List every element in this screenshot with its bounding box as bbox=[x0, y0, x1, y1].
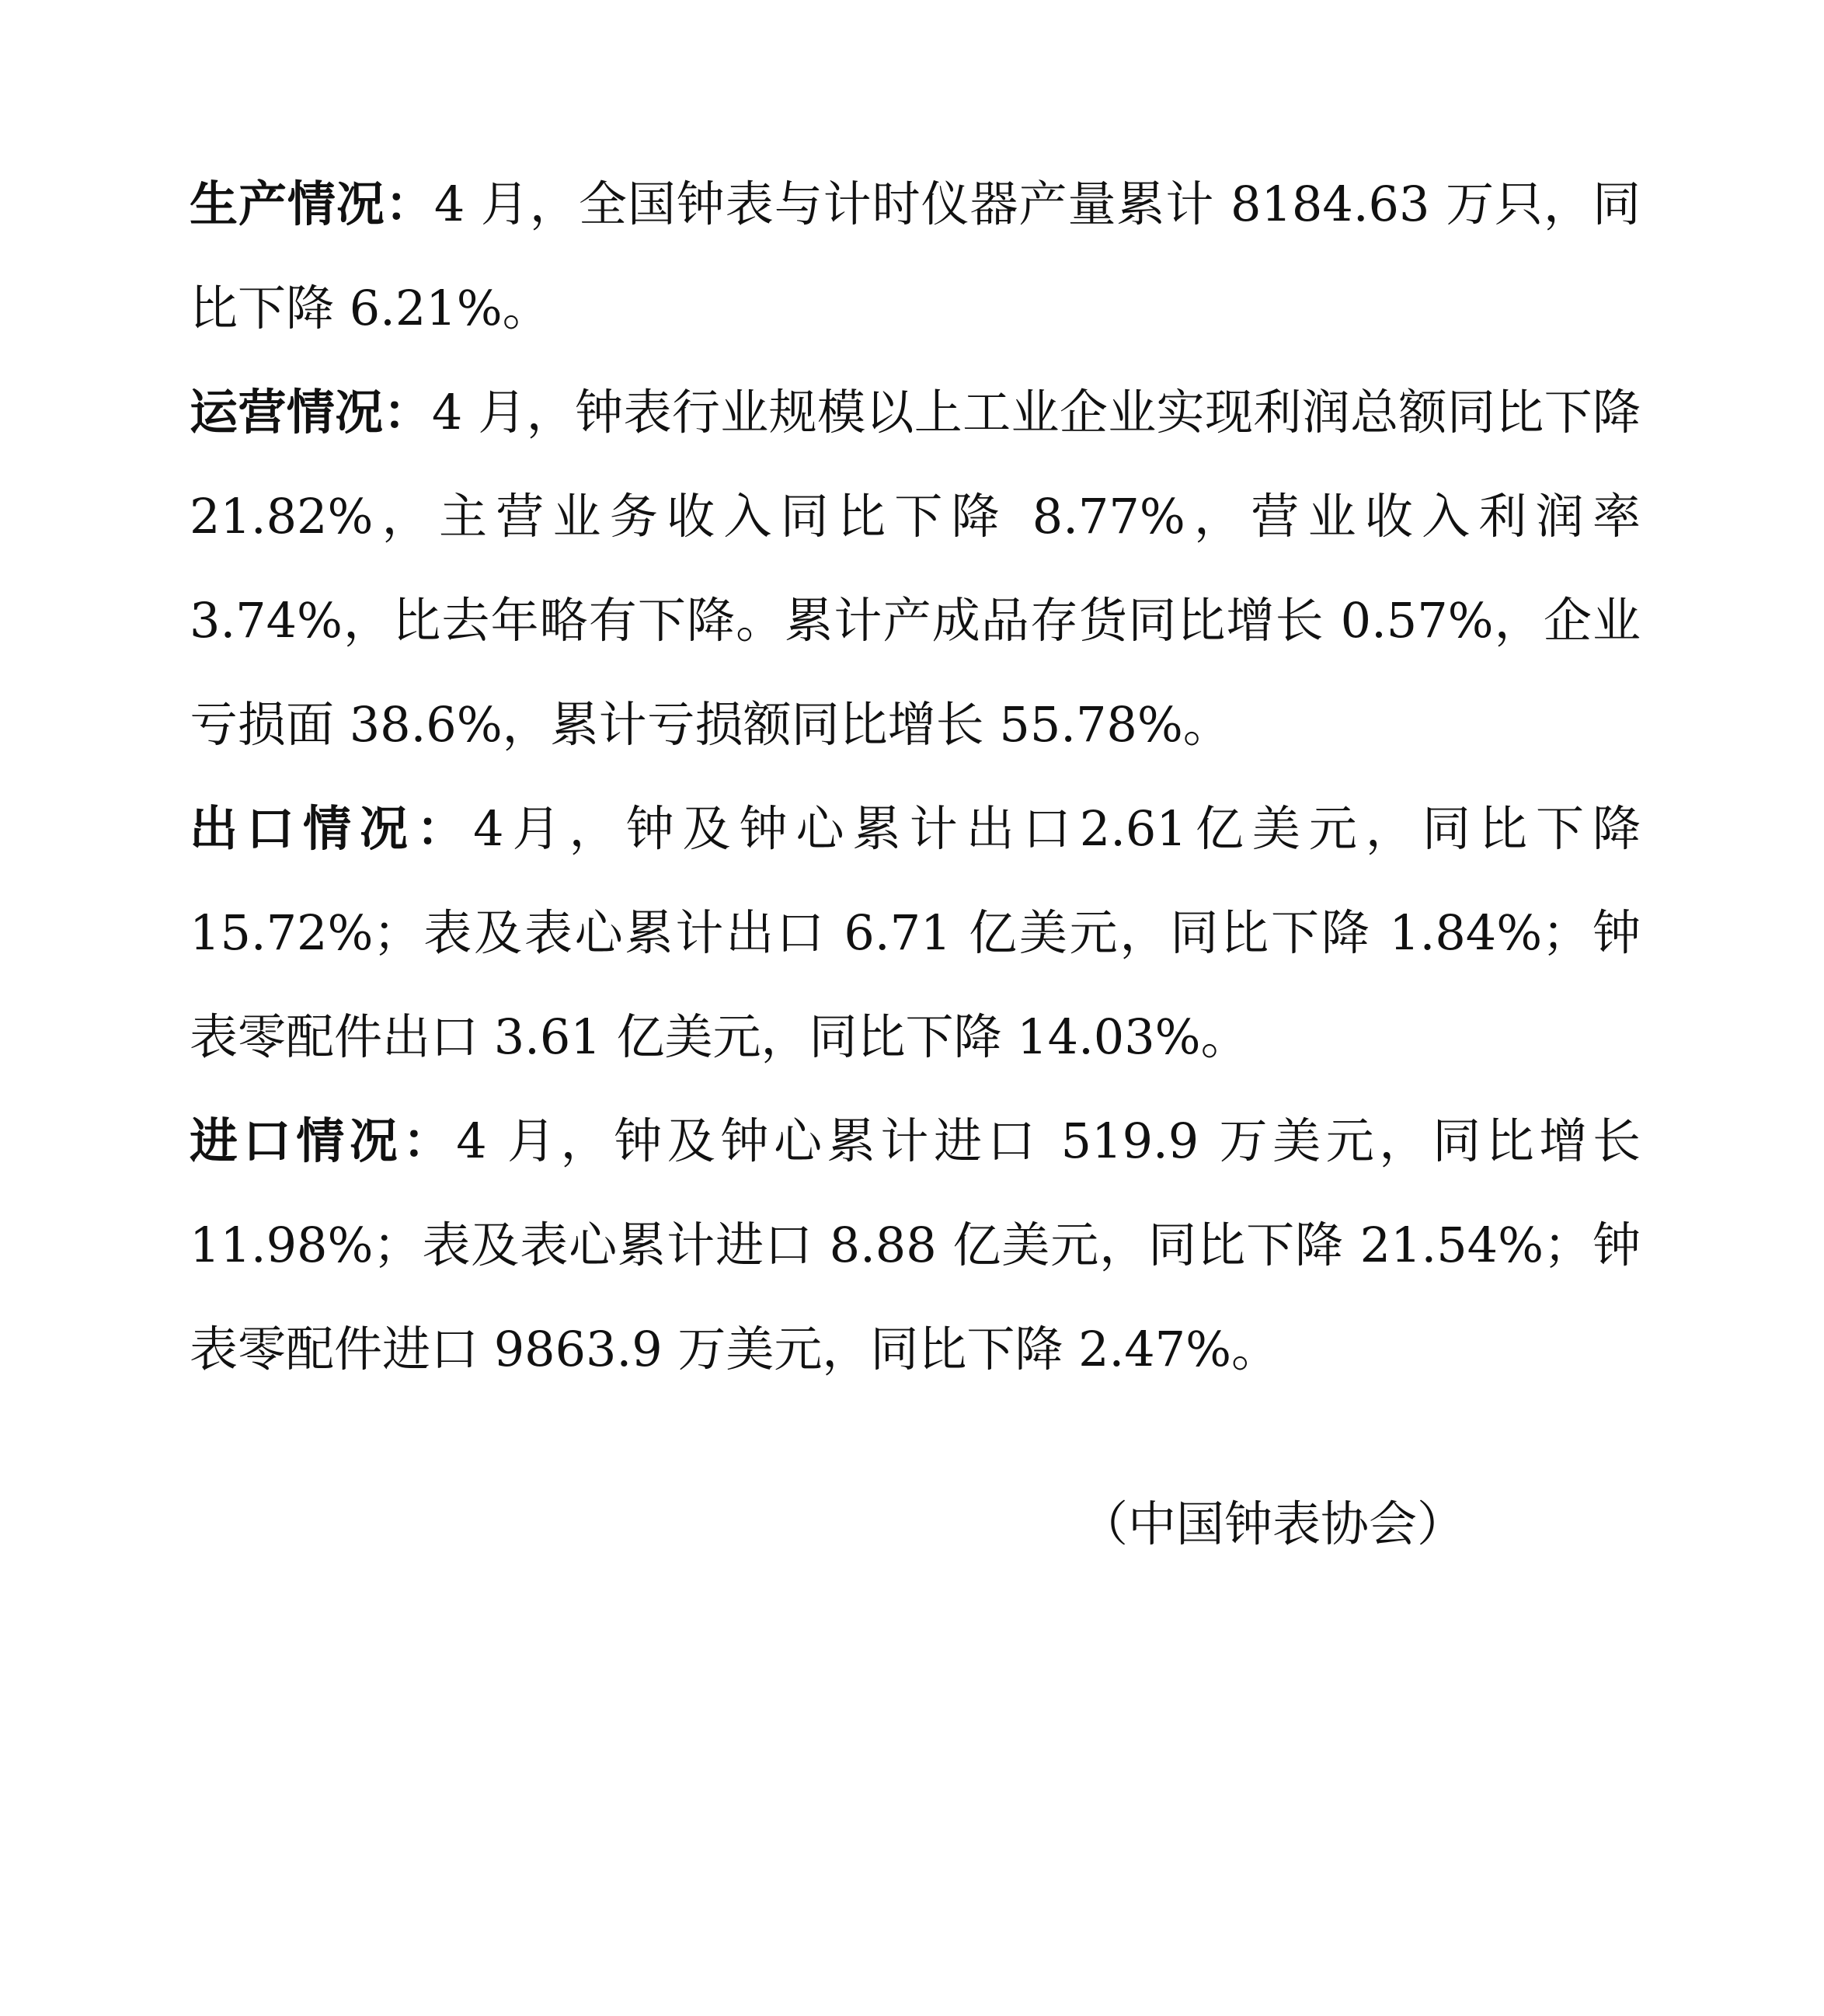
document-body bbox=[190, 152, 1641, 1401]
production-heading: 生产情况： bbox=[190, 176, 434, 232]
import-text: 4 月，钟及钟心累计进口 519.9 万美元，同比增长 11.98%；表及表心累计进口 8.88 亿美元，同比下降 21.54%；钟表零配件进口 9863.9 万美元，同比下降 2.47%。 bbox=[190, 1112, 1641, 1377]
production-text: 4 月，全国钟表与计时仪器产量累计 8184.63 万只，同比下降 6.21%。 bbox=[190, 176, 1641, 336]
export-text: 4月，钟及钟心累计出口2.61亿美元，同比下降15.72%；表及表心累计出口 6.71 亿美元，同比下降 1.84%；钟表零配件出口 3.61 亿美元，同比下降 14.03%。 bbox=[190, 800, 1641, 1065]
import-paragraph bbox=[190, 1089, 1641, 1401]
source-signature: （中国钟表协会） bbox=[1080, 1495, 1466, 1552]
import-heading: 进口情况： bbox=[190, 1112, 457, 1169]
export-paragraph bbox=[190, 777, 1641, 1089]
operations-heading: 运营情况： bbox=[190, 384, 432, 440]
production-paragraph bbox=[190, 152, 1641, 360]
export-heading: 出口情况： bbox=[190, 800, 474, 857]
operations-text: 4 月，钟表行业规模以上工业企业实现利润总额同比下降 21.82%，主营业务收入同比下降 8.77%，营业收入利润率 3.74%，比去年略有下降。累计产成品存货同比增长 0.57%，企业亏损面 38.6%，累计亏损额同比增长 55.78%。 bbox=[190, 384, 1641, 753]
operations-paragraph bbox=[190, 360, 1641, 777]
